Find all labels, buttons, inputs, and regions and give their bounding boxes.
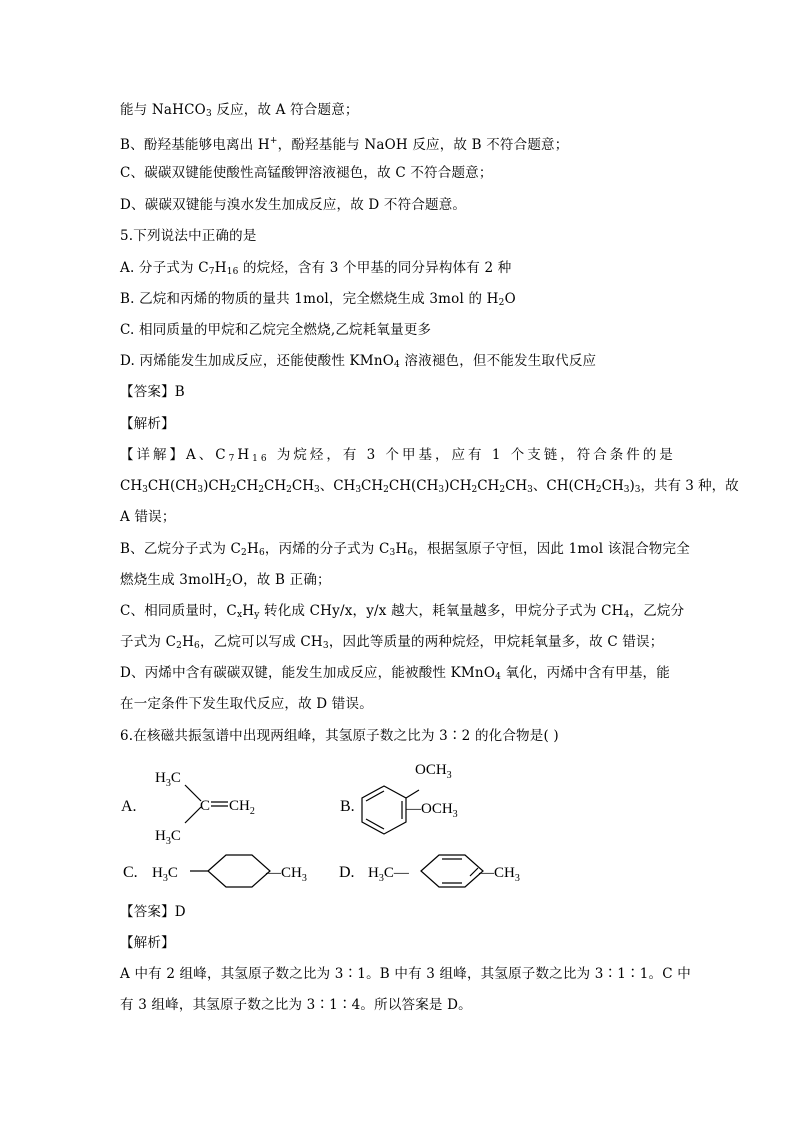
ch2-group: $CH_2$ (229, 798, 255, 817)
analysis-line: 有 3 组峰，其氢原子数之比为 3∶1∶4。所以答案是 D。 (120, 997, 472, 1013)
detail-line: 在一定条件下发生取代反应，故 D 错误。 (120, 696, 373, 712)
text-line: C、碳碳双键能使酸性高锰酸钾溶液褪色，故 C 不符合题意； (120, 165, 493, 181)
text-line: 能与 NaHCO$_3$ 反应，故 A 符合题意； (120, 102, 359, 119)
benzene-ring-b (362, 786, 406, 834)
ring-b-double-3 (366, 819, 384, 829)
bond-a-top (185, 785, 201, 801)
option-label-c: C. (123, 864, 138, 881)
ch3-right-d: $—CH_3$ (479, 865, 520, 884)
option-label-b: B. (340, 798, 355, 815)
bond-a-bottom (185, 807, 201, 823)
och3-side: $—OCH_3$ (406, 801, 458, 820)
h3c-bottom: $H_3C$ (155, 828, 181, 847)
option-5c: C. 相同质量的甲烷和乙烷完全燃烧,乙烷耗氧量更多 (120, 322, 432, 338)
option-label-a: A. (121, 798, 137, 815)
answer-6: 【答案】D (120, 904, 186, 920)
ch3-right-c: $—CH_3$ (266, 865, 307, 884)
h3c-left-d: $H_3C—$ (368, 865, 409, 884)
detail-line: A 错误； (120, 509, 176, 525)
h3c-left-c: $H_3C$ (152, 865, 178, 884)
option-5b: B. 乙烷和丙烯的物质的量共 1mol，完全燃烧生成 3mol 的 $H_2O$ (120, 291, 516, 308)
ring-d-double-3 (470, 868, 478, 876)
analysis-heading-6: 【解析】 (120, 935, 175, 951)
option-5a: A. 分子式为 $C_7H_{16}$ 的烷烃，含有 3 个甲基的同分异构体有 2 种 (120, 260, 512, 277)
detail-line: B、乙烷分子式为 $C_2H_6$，丙烯的分子式为 $C_3H_6$，根据氢原子守恒，因此 1mol 该混合物完全 (120, 541, 690, 558)
detail-line: 子式为 $C_2H_6$，乙烷可以写成 $CH_3$，因此等质量的两种烷烃，甲烷耗氧量多，故 C 错误； (120, 634, 664, 651)
question-5: 5.下列说法中正确的是 (120, 228, 257, 244)
cyclohexane-ring-c (208, 855, 270, 887)
option-label-d: D. (339, 864, 355, 881)
question-6: 6.在核磁共振氢谱中出现两组峰，其氢原子数之比为 3∶2 的化合物是( ) (120, 728, 559, 744)
detail-line: 【详解】A、$C_7H_{16}$ 为烷烃，有 3 个甲基，应有 1 个支链，符合条件的是 (120, 447, 676, 464)
detail-line: C、相同质量时，$C_xH_y$ 转化成 CHy/x，y/x 越大，耗氧量越多，甲烷分子式为 $CH_4$，乙烷分 (120, 603, 685, 620)
och3-top: $OCH_3$ (415, 762, 452, 781)
analysis-line: A 中有 2 组峰，其氢原子数之比为 3∶1。B 中有 3 组峰，其氢原子数之比为 3∶1∶1。C 中 (120, 966, 691, 982)
center-carbon: C (200, 798, 211, 814)
benzene-ring-d (421, 855, 483, 887)
option-5d: D. 丙烯能发生加成反应，还能使酸性 KMnO$_4$ 溶液褪色，但不能发生取代反应 (120, 353, 597, 370)
answer-5: 【答案】B (120, 384, 185, 400)
bond-b-och3-top (406, 790, 419, 798)
detail-line: D、丙烯中含有碳碳双键，能发生加成反应，能被酸性 KMnO$_4$ 氧化，丙烯中含有甲基，能 (120, 665, 670, 682)
detail-line: $CH_3CH(CH_3)CH_2CH_2CH_2CH_3$、$CH_3CH_2CH(CH_3)CH_2CH_2CH_3$、$CH(CH_2CH_3)_3$，共有 3 种，故 (120, 478, 739, 495)
analysis-heading-5: 【解析】 (120, 416, 175, 432)
text-line: B、酚羟基能够电离出 H+，酚羟基能与 NaOH 反应，故 B 不符合题意； (120, 136, 569, 153)
ring-b-double-1 (366, 791, 384, 801)
detail-line: 燃烧生成 3molH$_2$O，故 B 正确； (120, 572, 331, 589)
h3c-top: $H_3C$ (155, 770, 181, 789)
text-line: D、碳碳双键能与溴水发生加成反应，故 D 不符合题意。 (120, 197, 467, 213)
